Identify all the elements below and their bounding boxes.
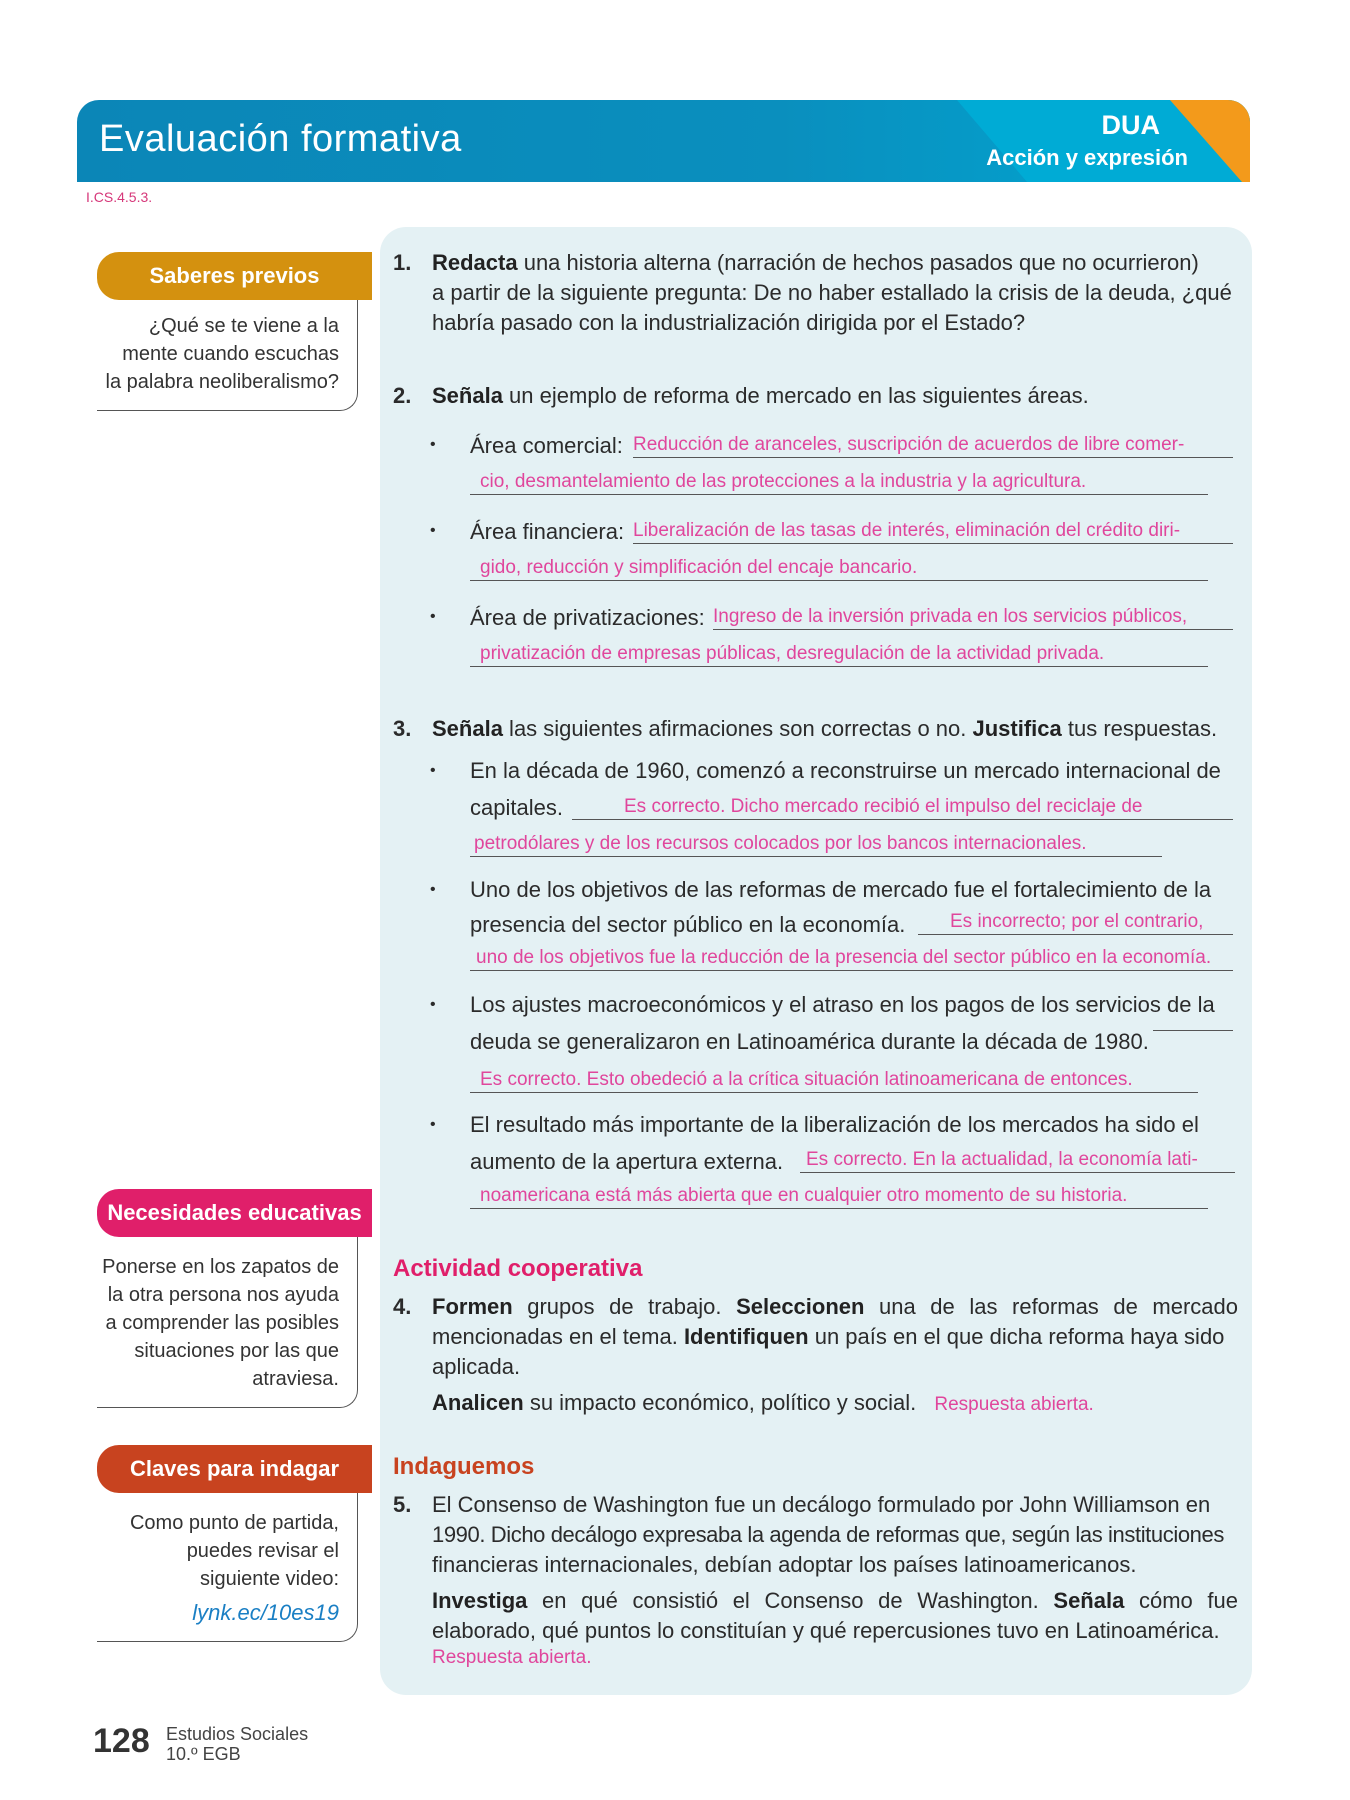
section-heading: Indaguemos — [393, 1453, 535, 1480]
answer-line: noamericana está más abierta que en cualquier otro momento de su historia. — [470, 1184, 1208, 1209]
verb: Identifiquen — [683, 1324, 809, 1349]
q-text: un ejemplo de reforma de mercado en las siguientes áreas. — [502, 383, 1089, 408]
statement-line: aumento de la apertura externa. — [470, 1149, 784, 1174]
statement-line: Los ajustes macroeconómicos y el atraso en los pagos de los servicios de la — [470, 992, 1215, 1017]
page-number: 128 — [93, 1722, 150, 1760]
q-text: 1990. Dicho decálogo expresaba la agenda de reformas que, según las instituciones — [432, 1522, 1224, 1547]
side-line: Ponerse en los zapatos de — [102, 1256, 339, 1278]
q-text: elaborado, qué puntos lo constituían y qué repercusiones tuvo en Latinoamérica. — [432, 1618, 1220, 1643]
answer-line: Es correcto. Dicho mercado recibió el impulso del reciclaje de — [572, 795, 1233, 820]
item-label: Área de privatizaciones: — [470, 605, 705, 630]
verb: Justifica — [972, 716, 1062, 741]
statement-line: presencia del sector público en la economía. — [470, 912, 906, 937]
statement-line: El resultado más importante de la liberalización de los mercados ha sido el — [470, 1112, 1199, 1137]
side-line: mente cuando escuchas — [122, 343, 339, 365]
question-number: 5. — [393, 1492, 412, 1517]
claves-body — [97, 1493, 358, 1642]
statement-line: deuda se generalizaron en Latinoamérica durante la década de 1980. — [470, 1029, 1149, 1054]
statement-line: capitales. — [470, 795, 563, 820]
q-text: una historia alterna (narración de hechos pasados que no ocurrieron) — [517, 250, 1199, 275]
bullet: • — [430, 762, 436, 779]
side-line: siguiente video: — [200, 1568, 339, 1590]
side-line: la otra persona nos ayuda — [107, 1284, 339, 1306]
item-label: Área financiera: — [470, 519, 625, 544]
bullet: • — [430, 608, 436, 625]
answer-line: Es correcto. En la actualidad, la economía lati- — [800, 1148, 1235, 1173]
answer-line: Es correcto. Esto obedeció a la crítica situación latinoamericana de entonces. — [470, 1068, 1198, 1093]
q-text: grupos de trabajo. — [512, 1294, 737, 1319]
statement-line: Uno de los objetivos de las reformas de mercado fue el fortalecimiento de la — [470, 877, 1212, 902]
necesidades-box — [97, 1189, 372, 1408]
page-title: Evaluación formativa — [99, 118, 462, 160]
item-label: Área comercial: — [470, 433, 623, 458]
verb: Señala — [1053, 1588, 1125, 1613]
q-text: un país en el que dicha reforma haya sido — [808, 1324, 1225, 1349]
answer-line: petrodólares y de los recursos colocados por los bancos internacionales. — [470, 832, 1162, 857]
question-number: 1. — [393, 250, 412, 275]
answer-line — [1153, 1030, 1233, 1031]
q-text: su impacto económico, político y social. — [523, 1390, 917, 1415]
q-text: habría pasado con la industrialización dirigida por el Estado? — [432, 310, 1026, 335]
q-text: cómo fue — [1124, 1588, 1238, 1613]
saberes-previos-box — [97, 252, 372, 411]
answer-line: Ingreso de la inversión privada en los servicios públicos, — [713, 605, 1233, 630]
q-text: las siguientes afirmaciones son correctas o no. — [502, 716, 973, 741]
answer-line: Reducción de aranceles, suscripción de acuerdos de libre comer- — [633, 433, 1233, 458]
header-banner — [77, 100, 1250, 182]
verb: Señala — [432, 383, 503, 408]
q-text: mencionadas en el tema. — [432, 1324, 684, 1349]
saberes-previos-body — [97, 300, 358, 411]
answer-line: Es incorrecto; por el contrario, — [918, 910, 1233, 935]
question-2 — [432, 381, 1089, 411]
verb: Analicen — [432, 1390, 524, 1415]
claves-tag: Claves para indagar — [97, 1445, 372, 1493]
verb: Investiga — [432, 1588, 528, 1613]
statement-line: En la década de 1960, comenzó a reconstruirse un mercado internacional de — [470, 758, 1221, 783]
answer-line: cio, desmantelamiento de las protecciones a la industria y la agricultura. — [470, 470, 1208, 495]
indicator-code: I.CS.4.5.3. — [86, 189, 153, 205]
side-line: Como punto de partida, — [129, 1512, 339, 1534]
verb: Redacta — [432, 250, 518, 275]
answer-line: uno de los objetivos fue la reducción de la presencia del sector público en la economía. — [470, 946, 1233, 971]
verb: Señala — [432, 716, 503, 741]
bullet: • — [430, 881, 436, 898]
bullet: • — [430, 1116, 436, 1133]
footer-subject: Estudios Sociales — [166, 1724, 309, 1744]
footer-grade: 10.º EGB — [166, 1744, 241, 1764]
question-number: 3. — [393, 716, 412, 741]
verb: Seleccionen — [736, 1294, 865, 1319]
question-5 — [432, 1490, 1238, 1670]
necesidades-tag: Necesidades educativas — [97, 1189, 372, 1237]
bullet: • — [430, 996, 436, 1013]
question-number: 4. — [393, 1294, 412, 1319]
q-text: a partir de la siguiente pregunta: De no haber estallado la crisis de la deuda, ¿qué — [432, 280, 1232, 305]
dua-title: DUA — [1101, 110, 1160, 140]
side-line: ¿Qué se te viene a la — [148, 315, 339, 337]
q-text: aplicada. — [432, 1354, 521, 1379]
q-text: El Consenso de Washington fue un decálogo formulado por John Williamson en — [432, 1492, 1211, 1517]
dua-subtitle: Acción y expresión — [986, 145, 1188, 170]
section-heading: Actividad cooperativa — [393, 1255, 643, 1282]
q-text: una de las reformas de mercado — [864, 1294, 1238, 1319]
answer-line: Liberalización de las tasas de interés, eliminación del crédito diri- — [633, 519, 1233, 544]
answer-line: gido, reducción y simplificación del encaje bancario. — [470, 556, 1208, 581]
side-line: la palabra neoliberalismo? — [105, 371, 339, 393]
bullet: • — [430, 436, 436, 453]
side-line: situaciones por las que — [134, 1340, 339, 1362]
answer-text: Respuesta abierta. — [432, 1647, 592, 1668]
question-4 — [432, 1292, 1238, 1420]
side-line: atraviesa. — [252, 1368, 339, 1390]
video-link[interactable]: lynk.ec/10es19 — [192, 1600, 339, 1625]
q-text: tus respuestas. — [1061, 716, 1218, 741]
side-line: a comprender las posibles — [105, 1312, 339, 1334]
question-number: 2. — [393, 383, 412, 408]
question-1 — [432, 248, 1238, 338]
verb: Formen — [432, 1294, 513, 1319]
answer-text: Respuesta abierta. — [934, 1394, 1094, 1415]
question-3 — [432, 714, 1217, 744]
bullet: • — [430, 522, 436, 539]
q-text: en qué consistió el Consenso de Washington. — [527, 1588, 1054, 1613]
answer-line: privatización de empresas públicas, desregulación de la actividad privada. — [470, 642, 1208, 667]
q-text: financieras internacionales, debían adoptar los países latinoamericanos. — [432, 1552, 1137, 1577]
side-line: puedes revisar el — [186, 1540, 339, 1562]
claves-box — [97, 1445, 372, 1642]
necesidades-body — [97, 1237, 358, 1408]
saberes-previos-tag: Saberes previos — [97, 252, 372, 300]
